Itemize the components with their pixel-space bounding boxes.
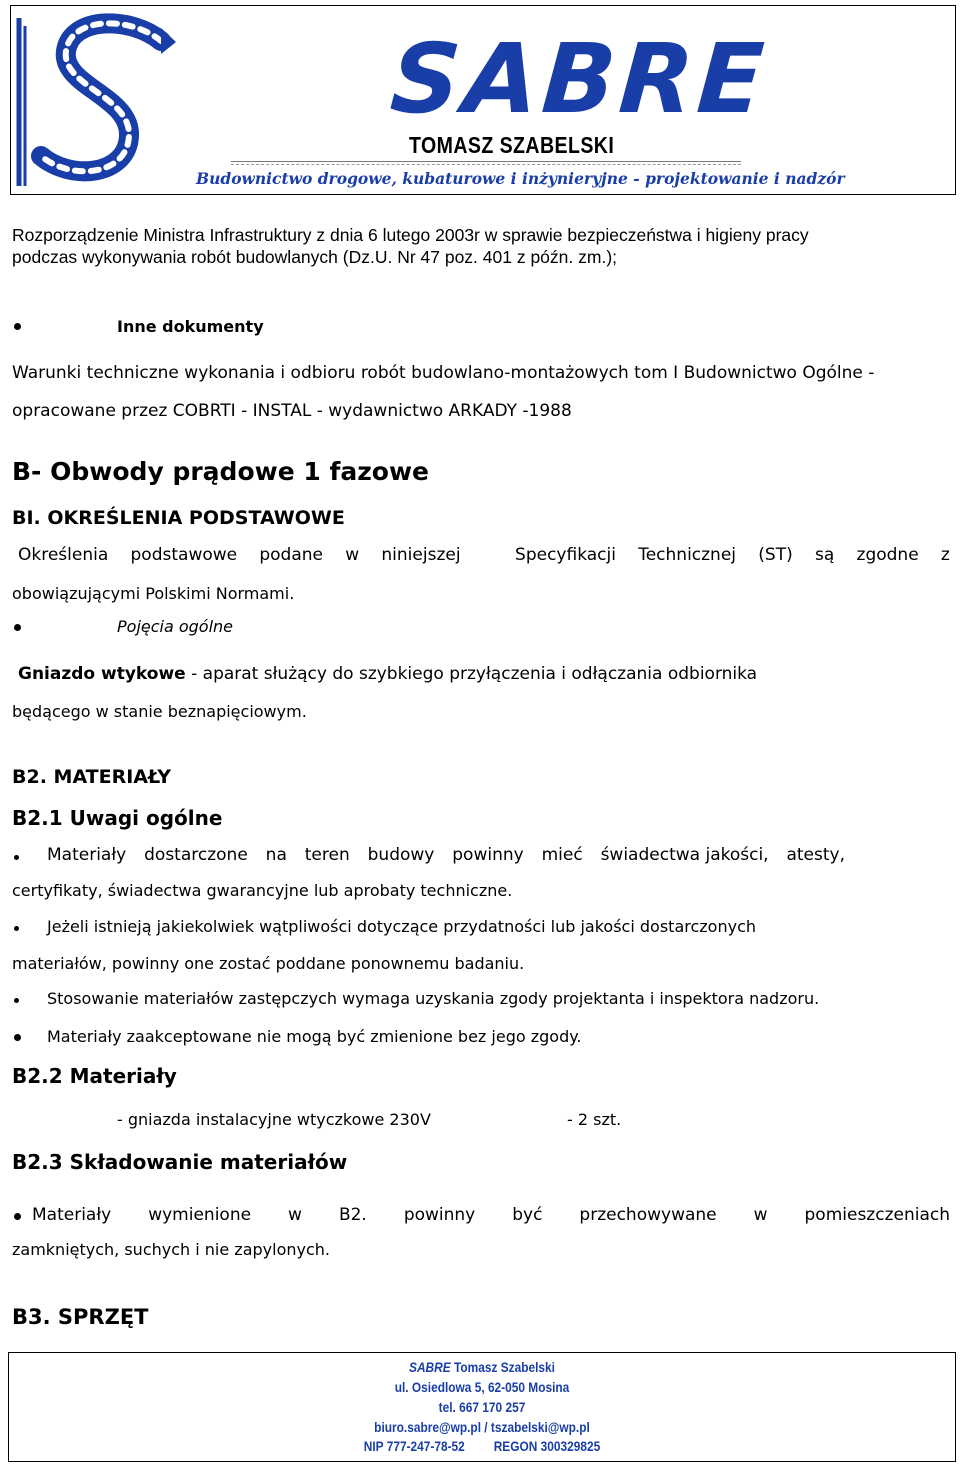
regulation-text-line1: Rozporządzenie Ministra Infrastruktury z dnia 6 lutego 2003r w sprawie bezpieczeństwa i higieny pracy: [12, 225, 809, 245]
b23-line2: zamkniętych, suchych i nie zapylonych.: [12, 1240, 330, 1259]
b22-title: B2.2 Materiały: [12, 1064, 177, 1088]
s-chain-logo-icon: [11, 6, 181, 194]
b23-title: B2.3 Składowanie materiałów: [12, 1150, 348, 1174]
b22-item-name: - gniazda instalacyjne wtyczkowe 230V: [117, 1110, 431, 1129]
b1-title: BI. OKREŚLENIA PODSTAWOWE: [12, 507, 345, 529]
owner-name: TOMASZ SZABELSKI: [409, 132, 615, 158]
socket-definition: [18, 664, 757, 684]
b21-item3: Stosowanie materiałów zastępczych wymaga uzyskania zgody projektanta i inspektora nadzoru.: [47, 989, 820, 1008]
socket-def: - aparat służący do szybkiego przyłączenia i odłączania odbiornika: [185, 664, 758, 684]
header-divider: [231, 161, 741, 162]
brand-name: SABRE: [387, 23, 772, 135]
b21-title: B2.1 Uwagi ogólne: [12, 806, 223, 830]
regulation-text-line2: podczas wykonywania robót budowlanych (Dz.U. Nr 47 poz. 401 z późn. zm.);: [12, 247, 618, 267]
bullet: [14, 855, 19, 860]
bullet: [14, 624, 21, 631]
b21-item4: Materiały zaakceptowane nie mogą być zmienione bez jego zgody.: [47, 1027, 582, 1046]
bullet: [14, 1213, 21, 1220]
b23-line1: Materiały wymienione w B2. powinny być przechowywane w pomieszczeniach: [32, 1205, 950, 1225]
b21-item1-line2: certyfikaty, świadectwa gwarancyjne lub aprobaty techniczne.: [12, 881, 513, 900]
header-divider-dashed: [231, 164, 741, 165]
footer-company: SABRE Tomasz Szabelski: [409, 1359, 555, 1375]
socket-definition-line2: będącego w stanie beznapięciowym.: [12, 702, 307, 721]
b21-item2-line2: materiałów, powinny one zostać poddane ponownemu badaniu.: [12, 954, 525, 973]
letterhead: [10, 5, 956, 195]
footer-email[interactable]: biuro.sabre@wp.pl / tszabelski@wp.pl: [374, 1419, 590, 1435]
bullet: [14, 323, 21, 330]
bullet: [14, 1034, 21, 1041]
footer-address: ul. Osiedlowa 5, 62-050 Mosina: [394, 1379, 570, 1395]
conditions-line1: Warunki techniczne wykonania i odbioru robót budowlano-montażowych tom I Budownictwo Ogólne -: [12, 363, 875, 383]
socket-term: Gniazdo wtykowe: [18, 664, 186, 684]
b1-text-line2: obowiązującymi Polskimi Normami.: [12, 584, 295, 603]
bullet: [14, 998, 19, 1003]
conditions-line2: opracowane przez COBRTI - INSTAL - wydawnictwo ARKADY -1988: [12, 401, 572, 421]
b2-title: B2. MATERIAŁY: [12, 766, 172, 788]
section-b-title: B- Obwody prądowe 1 fazowe: [12, 457, 429, 486]
footer-phone: tel. 667 170 257: [438, 1399, 526, 1415]
footer-ids: NIP 777-247-78-52 REGON 300329825: [363, 1438, 601, 1454]
general-terms-heading: Pojęcia ogólne: [117, 617, 234, 636]
b22-item-qty: - 2 szt.: [567, 1110, 622, 1129]
b21-item1-line1: Materiały dostarczone na teren budowy powinny mieć świadectwa jakości, atesty,: [47, 845, 845, 865]
b1-text-line1: Określenia podstawowe podane w niniejszej Specyfikacji Technicznej (ST) są zgodne z: [18, 545, 950, 565]
footer: [8, 1352, 956, 1462]
b3-title: B3. SPRZĘT: [12, 1305, 149, 1329]
b21-item2-line1: Jeżeli istnieją jakiekolwiek wątpliwości dotyczące przydatności lub jakości dostarczonych: [47, 917, 756, 936]
company-tagline: Budownictwo drogowe, kubaturowe i inżynieryjne - projektowanie i nadzór: [196, 169, 845, 188]
bullet: [14, 926, 19, 931]
other-docs-heading: Inne dokumenty: [117, 317, 264, 336]
